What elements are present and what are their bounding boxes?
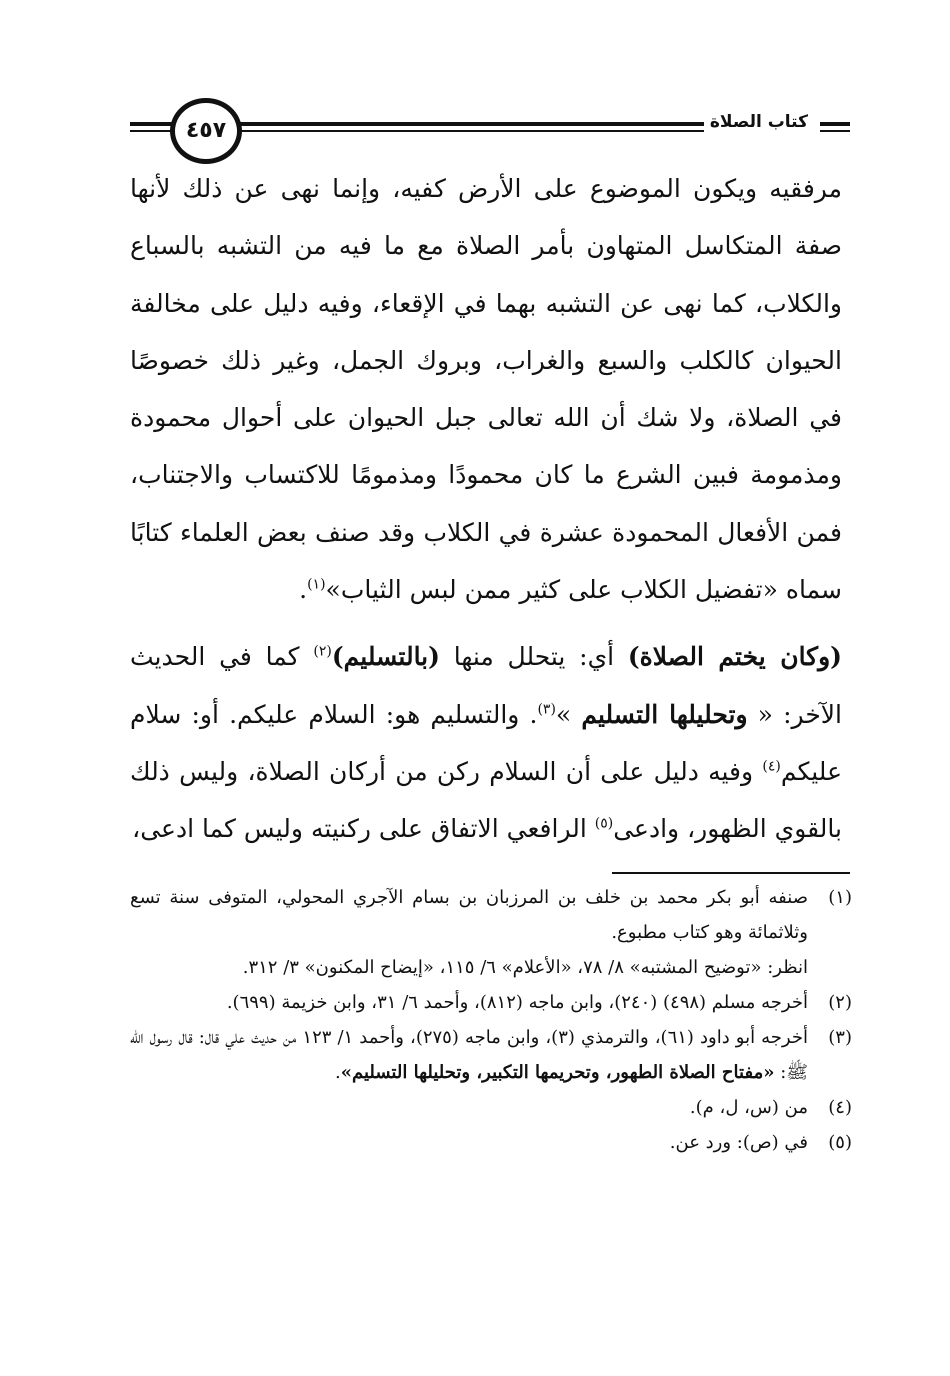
header-rule [820,130,850,132]
footnote [130,1125,852,1160]
main-text [130,160,842,858]
footnote-text: أخرجه مسلم (٤٩٨) (٢٤٠)، وابن ماجه (٨١٢)، وأحمد ٦/ ٣١، وابن خزيمة (٦٩٩). [226,992,808,1013]
footnote-ref: (٢) [313,644,332,661]
footnote-ref: (٣) [537,701,556,718]
footnote-line: أخرجه أبو داود (٦١)، والترمذي (٣)، وابن ماجه (٢٧٥)، وأحمد ١/ ١٢٣ من حديث علي قال: قال رسول الله ﷺ: [130,1027,808,1083]
header-rule [820,122,850,126]
page-number: ٤٥٧ [170,98,242,164]
footnote-ref: (٥) [594,815,614,832]
footnote-line: انظر: «توضيح المشتبه» ٨/ ٧٨، «الأعلام» ٦/ ١١٥، «إيضاح المكنون» ٣/ ٣١٢. [242,957,808,978]
footnote [130,880,852,985]
footnote-separator [612,872,850,874]
header-rule [225,122,710,126]
footnote-text [130,880,808,985]
footnote [130,1090,852,1125]
footnote-text [130,1020,808,1090]
paragraph-text: مرفقيه ويكون الموضوع على الأرض كفيه، وإنما نهى عن ذلك لأنها صفة المتكاسل المتهاون بأمر الصلاة مع ما فيه من التشبه بالسباع والكلاب، كما نهى عن التشبه بهما في الإقعاء، وفيه دليل على مخالفة الحيوان كالكلب والسبع والغراب، وبروك الجمل، وغير ذلك خصوصًا في الصلاة، ولا شك أن الله تعالى جبل الحيوان على أحوال محمودة ومذمومة فبين الشرع ما كان محمودًا ومذمومًا للاكتساب والاجتناب، فمن الأفعال المحمودة عشرة في الكلاب وقد صنف بعض العلماء كتابًا سماه «تفضيل الكلاب على كثير ممن لبس الثياب» [130,174,842,605]
footnote-number: (٢) [828,992,852,1013]
text: الرافعي الاتفاق على ركنيته وليس كما ادعى، [132,814,595,844]
text: » [555,699,582,729]
footnote-number: (١) [828,887,852,908]
footnote-ref: (٤) [762,758,781,775]
hadith-phrase: وتحليلها التسليم [581,699,748,729]
footnote-number: (٤) [828,1097,852,1118]
hadith-quote: «مفتاح الصلاة الطهور، وتحريمها التكبير، وتحليلها التسليم» [340,1062,775,1083]
paragraph-end: . [299,575,308,605]
footnote-text: في (ص): ورد عن. [669,1132,808,1153]
footnote-number: (٣) [828,1027,852,1048]
paragraph [130,628,842,857]
text: كما في الحديث الآخر: « [130,642,842,729]
footnote [130,1020,852,1090]
page-header [130,98,850,160]
footnote-end: . [335,1062,341,1083]
footnote [130,985,852,1020]
running-title: كتاب الصلاة [704,112,814,132]
matn-phrase: (بالتسليم) [331,642,440,672]
header-rule [225,130,710,132]
text: وفيه دليل على أن السلام ركن من أركان الصلاة، وليس ذلك بالقوي الظهور، وادعى [130,756,842,844]
footnote-ref: (١) [307,576,326,593]
footnotes [130,880,852,1160]
paragraph [130,160,842,618]
text: . والتسليم هو: السلام عليكم. أو: سلام عليكم [130,699,842,786]
footnote-number: (٥) [828,1132,852,1153]
matn-phrase: (وكان يختم الصلاة) [627,642,842,672]
text: أي: يتحلل منها [439,642,628,672]
footnote-text: من (س، ل، م). [689,1097,808,1118]
footnote-line: صنفه أبو بكر محمد بن خلف بن المرزبان بن بسام الآجري المحولي، المتوفى سنة تسع وثلاثمائة وهو كتاب مطبوع. [130,887,808,943]
